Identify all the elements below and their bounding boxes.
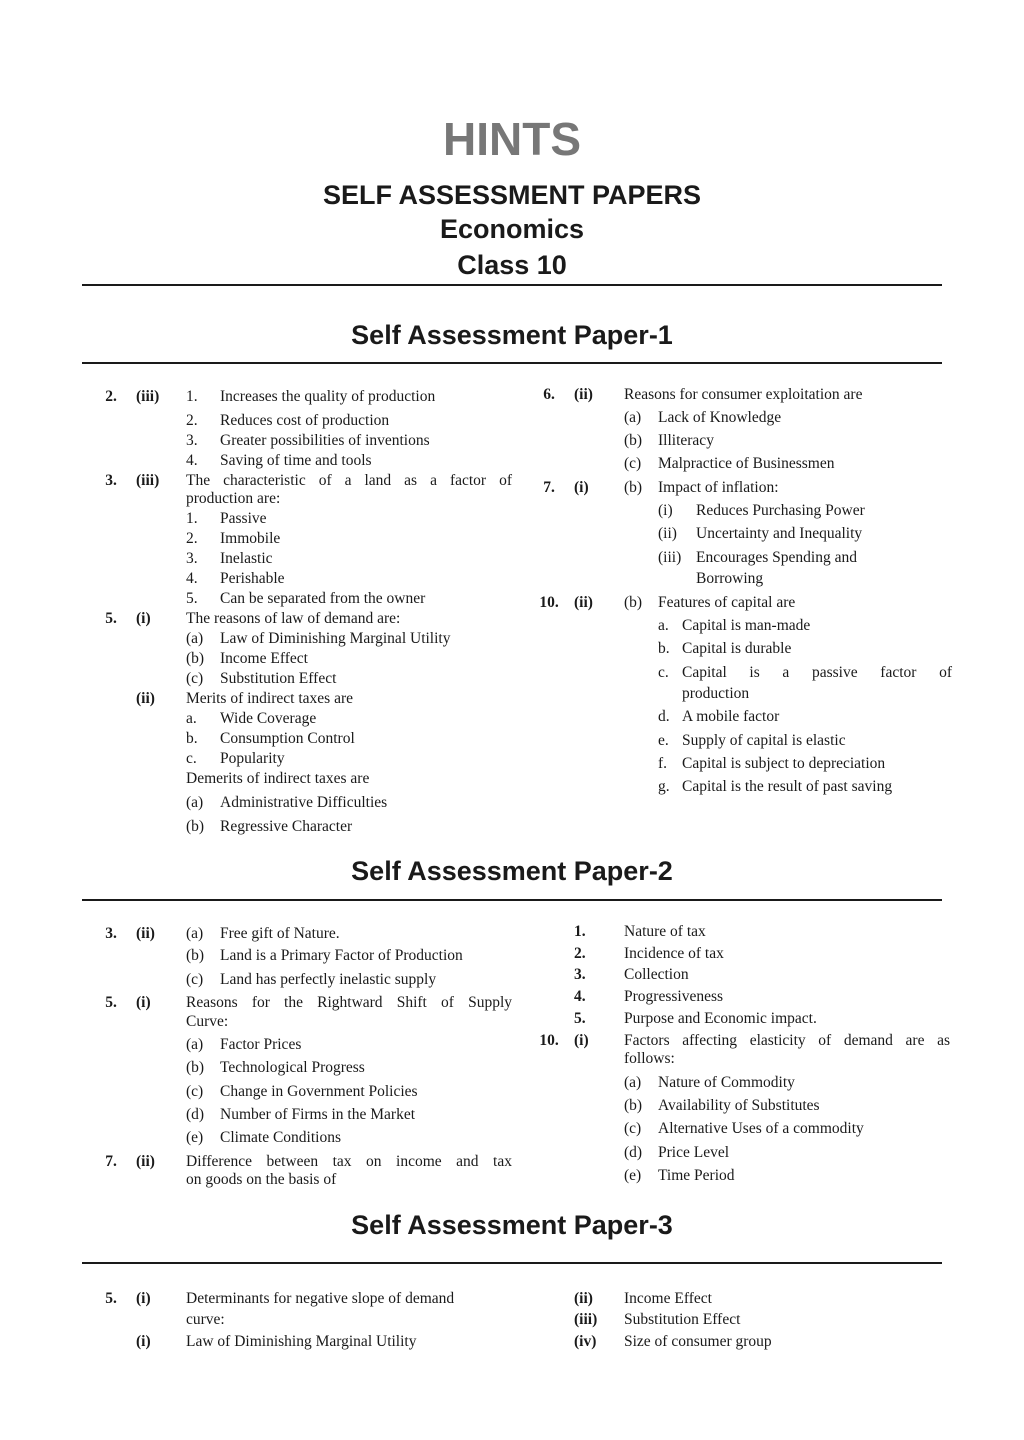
sub-question-label: (ii): [574, 594, 593, 611]
answer-text: The reasons of law of demand are:: [186, 610, 401, 627]
list-item: [530, 923, 950, 941]
list-item: [530, 594, 950, 612]
list-marker: 2.: [186, 412, 198, 429]
answer-text: Inelastic: [220, 550, 273, 567]
list-marker: (e): [624, 1167, 642, 1184]
answer-text: Malpractice of Businessmen: [658, 455, 835, 472]
list-item: [92, 432, 512, 450]
answer-text: Lack of Knowledge: [658, 409, 782, 426]
answer-text: Collection: [624, 966, 689, 983]
question-number: 5.: [105, 610, 117, 627]
list-item: [92, 994, 512, 1012]
list-marker: (b): [186, 947, 205, 964]
answer-text: Illiteracy: [658, 432, 714, 449]
list-item: [530, 1333, 950, 1351]
answer-text: on goods on the basis of: [186, 1171, 337, 1188]
list-marker: (b): [186, 650, 205, 667]
list-marker: c.: [186, 750, 197, 767]
answer-text: Incidence of tax: [624, 945, 724, 962]
answer-text: Capital is the result of past saving: [682, 778, 893, 795]
answer-text: Law of Diminishing Marginal Utility: [220, 630, 451, 647]
list-marker: (b): [624, 432, 643, 449]
list-item: [92, 925, 512, 943]
sub-question-label: (ii): [136, 690, 155, 707]
list-marker: (b): [624, 479, 643, 496]
list-item: [92, 550, 512, 568]
list-item: [530, 1050, 950, 1068]
answer-text: Alternative Uses of a commodity: [658, 1120, 864, 1137]
sub-question-label: 1.: [574, 923, 586, 940]
paper-3-title: Self Assessment Paper-3: [351, 1210, 673, 1240]
subject-title: Economics: [439, 214, 585, 244]
answer-text: Regressive Character: [220, 818, 353, 835]
list-item: [530, 617, 950, 635]
answer-text: Reasons for consumer exploitation are: [624, 386, 863, 403]
answer-text: Uncertainty and Inequality: [696, 525, 863, 542]
list-marker: 5.: [186, 590, 198, 607]
answer-text: Price Level: [658, 1144, 730, 1161]
answer-text: Popularity: [220, 750, 285, 767]
answer-text: Capital is durable: [682, 640, 792, 657]
list-marker: (e): [186, 1129, 204, 1146]
list-marker: 2.: [186, 530, 198, 547]
sub-question-label: (i): [574, 1032, 589, 1049]
answer-text: Merits of indirect taxes are: [186, 690, 353, 707]
answer-text: Substitution Effect: [624, 1311, 741, 1328]
list-marker: 1.: [186, 510, 198, 527]
list-marker: (c): [624, 455, 642, 472]
answer-text: Factor Prices: [220, 1036, 302, 1053]
list-item: [92, 1129, 512, 1147]
list-marker: 3.: [186, 432, 198, 449]
sub-question-label: (i): [574, 479, 589, 496]
list-marker: a.: [658, 617, 669, 634]
answer-text: Reduces Purchasing Power: [696, 502, 865, 519]
list-item: [530, 1032, 950, 1050]
list-marker: d.: [658, 708, 670, 725]
list-marker: 4.: [186, 570, 198, 587]
list-item: [530, 1120, 950, 1138]
answer-text: production: [682, 685, 750, 702]
answer-text: Substitution Effect: [220, 670, 337, 687]
list-item: [530, 966, 950, 984]
list-marker: (c): [186, 971, 204, 988]
list-item: [92, 1059, 512, 1077]
list-item: [530, 1311, 950, 1329]
list-item: [92, 1106, 512, 1124]
list-item: [92, 490, 512, 508]
list-item: [530, 455, 950, 473]
list-item: [530, 640, 950, 658]
list-item: [530, 409, 950, 427]
answer-text: curve:: [186, 1311, 225, 1328]
page-subtitle: SELF ASSESSMENT PAPERS: [322, 180, 702, 210]
list-marker: 1.: [186, 388, 198, 405]
list-item: [92, 750, 512, 768]
list-item: [92, 690, 512, 708]
list-item: [530, 1074, 950, 1092]
list-marker: (d): [624, 1144, 643, 1161]
list-item: [92, 570, 512, 588]
sub-question-label: 4.: [574, 988, 586, 1005]
answer-text: Free gift of Nature.: [220, 925, 340, 942]
question-number: 5.: [105, 1290, 117, 1307]
header-rule: [82, 284, 942, 286]
list-item: [530, 685, 950, 703]
list-marker: (b): [624, 1097, 643, 1114]
answer-text: Capital is a passive factor of: [682, 664, 952, 681]
list-item: [92, 794, 512, 812]
list-item: [92, 1083, 512, 1101]
list-marker: f.: [658, 755, 668, 772]
answer-text: Size of consumer group: [624, 1333, 772, 1350]
list-marker: (c): [186, 670, 204, 687]
sub-question-label: 3.: [574, 966, 586, 983]
list-item: [92, 452, 512, 470]
list-marker: c.: [658, 664, 669, 681]
sub-question-label: (iv): [574, 1333, 597, 1350]
list-item: [92, 730, 512, 748]
paper-2-rule: [82, 899, 942, 901]
list-item: [92, 472, 512, 490]
list-item: [530, 664, 950, 682]
sub-question-label: (iii): [136, 472, 160, 489]
question-number: 2.: [105, 388, 117, 405]
list-item: [530, 1290, 950, 1308]
list-marker: (a): [624, 1074, 642, 1091]
list-marker: (b): [186, 1059, 205, 1076]
answer-text: Encourages Spending and: [696, 549, 857, 566]
sub-question-label: (ii): [136, 1153, 155, 1170]
list-item: [92, 650, 512, 668]
question-number: 10.: [539, 594, 559, 611]
list-item: [92, 1311, 512, 1329]
answer-text: Greater possibilities of inventions: [220, 432, 430, 449]
answer-text: Purpose and Economic impact.: [624, 1010, 817, 1027]
list-item: [530, 1097, 950, 1115]
answer-text: Consumption Control: [220, 730, 355, 747]
list-item: [530, 386, 950, 404]
answer-text: Availability of Substitutes: [658, 1097, 820, 1114]
paper-1-rule: [82, 362, 942, 364]
answer-text: Land has perfectly inelastic supply: [220, 971, 437, 988]
list-item: [92, 1036, 512, 1054]
answer-text: Time Period: [658, 1167, 735, 1184]
answer-text: Capital is man-made: [682, 617, 811, 634]
question-number: 5.: [105, 994, 117, 1011]
list-marker: a.: [186, 710, 197, 727]
list-item: [530, 1010, 950, 1028]
answer-text: Saving of time and tools: [220, 452, 372, 469]
list-item: [92, 530, 512, 548]
paper-1-title: Self Assessment Paper-1: [351, 320, 673, 350]
list-item: [92, 670, 512, 688]
list-item: [530, 1144, 950, 1162]
answer-text: production are:: [186, 490, 281, 507]
sub-question-label: (iii): [574, 1311, 598, 1328]
list-item: [530, 778, 950, 796]
list-item: [530, 988, 950, 1006]
answer-text: Difference between tax on income and tax: [186, 1153, 512, 1170]
list-item: [92, 412, 512, 430]
answer-text: A mobile factor: [682, 708, 780, 725]
page-title: HINTS: [443, 113, 581, 165]
list-marker: (c): [624, 1120, 642, 1137]
list-item: [530, 1167, 950, 1185]
list-marker: (c): [186, 1083, 204, 1100]
answer-text: Passive: [220, 510, 267, 527]
list-marker: g.: [658, 778, 670, 795]
list-marker: (i): [658, 502, 673, 519]
answer-text: Wide Coverage: [220, 710, 317, 727]
sub-question-label: (i): [136, 1333, 151, 1350]
list-item: [92, 818, 512, 836]
list-item: [92, 610, 512, 628]
list-item: [530, 502, 950, 520]
list-item: [92, 971, 512, 989]
list-item: [92, 710, 512, 728]
sub-question-label: (i): [136, 610, 151, 627]
list-item: [92, 1333, 512, 1351]
list-marker: (b): [186, 818, 205, 835]
list-item: [530, 732, 950, 750]
list-marker: (d): [186, 1106, 205, 1123]
list-item: [92, 770, 512, 788]
sub-question-label: 5.: [574, 1010, 586, 1027]
paper-2-title: Self Assessment Paper-2: [351, 856, 673, 886]
list-marker: 4.: [186, 452, 198, 469]
answer-text: follows:: [624, 1050, 675, 1067]
list-marker: (a): [186, 794, 204, 811]
list-item: [530, 755, 950, 773]
answer-text: Immobile: [220, 530, 281, 547]
list-marker: 3.: [186, 550, 198, 567]
answer-text: Can be separated from the owner: [220, 590, 426, 607]
answer-text: Income Effect: [220, 650, 308, 667]
question-number: 6.: [543, 386, 555, 403]
list-marker: (a): [186, 630, 204, 647]
list-item: [92, 590, 512, 608]
answer-text: Capital is subject to depreciation: [682, 755, 886, 772]
sub-question-label: 2.: [574, 945, 586, 962]
list-item: [92, 1013, 512, 1031]
answer-text: Determinants for negative slope of demand: [186, 1290, 455, 1307]
answer-text: Impact of inflation:: [658, 479, 779, 496]
paper-3-rule: [82, 1262, 942, 1264]
list-marker: (a): [186, 925, 204, 942]
answer-text: Factors affecting elasticity of demand are as: [624, 1032, 950, 1049]
list-item: [92, 630, 512, 648]
list-item: [530, 945, 950, 963]
sub-question-label: (ii): [136, 925, 155, 942]
list-item: [92, 1290, 512, 1308]
answer-text: Increases the quality of production: [220, 388, 436, 405]
question-number: 3.: [105, 472, 117, 489]
list-item: [92, 510, 512, 528]
list-marker: (ii): [658, 525, 677, 542]
list-item: [530, 479, 950, 497]
answer-text: Technological Progress: [220, 1059, 365, 1076]
answer-text: Features of capital are: [658, 594, 796, 611]
list-marker: b.: [658, 640, 670, 657]
question-number: 7.: [543, 479, 555, 496]
question-number: 10.: [539, 1032, 559, 1049]
answer-text: Perishable: [220, 570, 285, 587]
answer-text: Demerits of indirect taxes are: [186, 770, 370, 787]
list-item: [530, 525, 950, 543]
class-title: Class 10: [457, 250, 567, 280]
question-number: 7.: [105, 1153, 117, 1170]
answer-text: Law of Diminishing Marginal Utility: [186, 1333, 417, 1350]
list-marker: (a): [624, 409, 642, 426]
sub-question-label: (iii): [136, 388, 160, 405]
sub-question-label: (ii): [574, 1290, 593, 1307]
answer-text: Number of Firms in the Market: [220, 1106, 416, 1123]
answer-text: Supply of capital is elastic: [682, 732, 846, 749]
list-marker: e.: [658, 732, 669, 749]
answer-text: Income Effect: [624, 1290, 712, 1307]
answer-text: Land is a Primary Factor of Production: [220, 947, 463, 964]
list-item: [92, 1171, 512, 1189]
sub-question-label: (ii): [574, 386, 593, 403]
sub-question-label: (i): [136, 994, 151, 1011]
sub-question-label: (i): [136, 1290, 151, 1307]
answer-text: Borrowing: [696, 570, 764, 587]
answer-text: Nature of Commodity: [658, 1074, 795, 1091]
answer-text: Reduces cost of production: [220, 412, 390, 429]
answer-text: Administrative Difficulties: [220, 794, 388, 811]
list-item: [92, 947, 512, 965]
list-marker: (a): [186, 1036, 204, 1053]
answer-text: Reasons for the Rightward Shift of Supply: [186, 994, 512, 1011]
answer-text: Curve:: [186, 1013, 229, 1030]
list-item: [530, 549, 950, 567]
list-marker: (b): [624, 594, 643, 611]
list-item: [530, 708, 950, 726]
answer-text: Nature of tax: [624, 923, 706, 940]
list-marker: (iii): [658, 549, 682, 566]
question-number: 3.: [105, 925, 117, 942]
list-item: [530, 432, 950, 450]
answer-text: Progressiveness: [624, 988, 724, 1005]
answer-text: Climate Conditions: [220, 1129, 341, 1146]
list-marker: b.: [186, 730, 198, 747]
list-item: [92, 388, 512, 406]
list-item: [530, 570, 950, 588]
answer-text: The characteristic of a land as a factor of: [186, 472, 512, 489]
answer-text: Change in Government Policies: [220, 1083, 418, 1100]
list-item: [92, 1153, 512, 1171]
